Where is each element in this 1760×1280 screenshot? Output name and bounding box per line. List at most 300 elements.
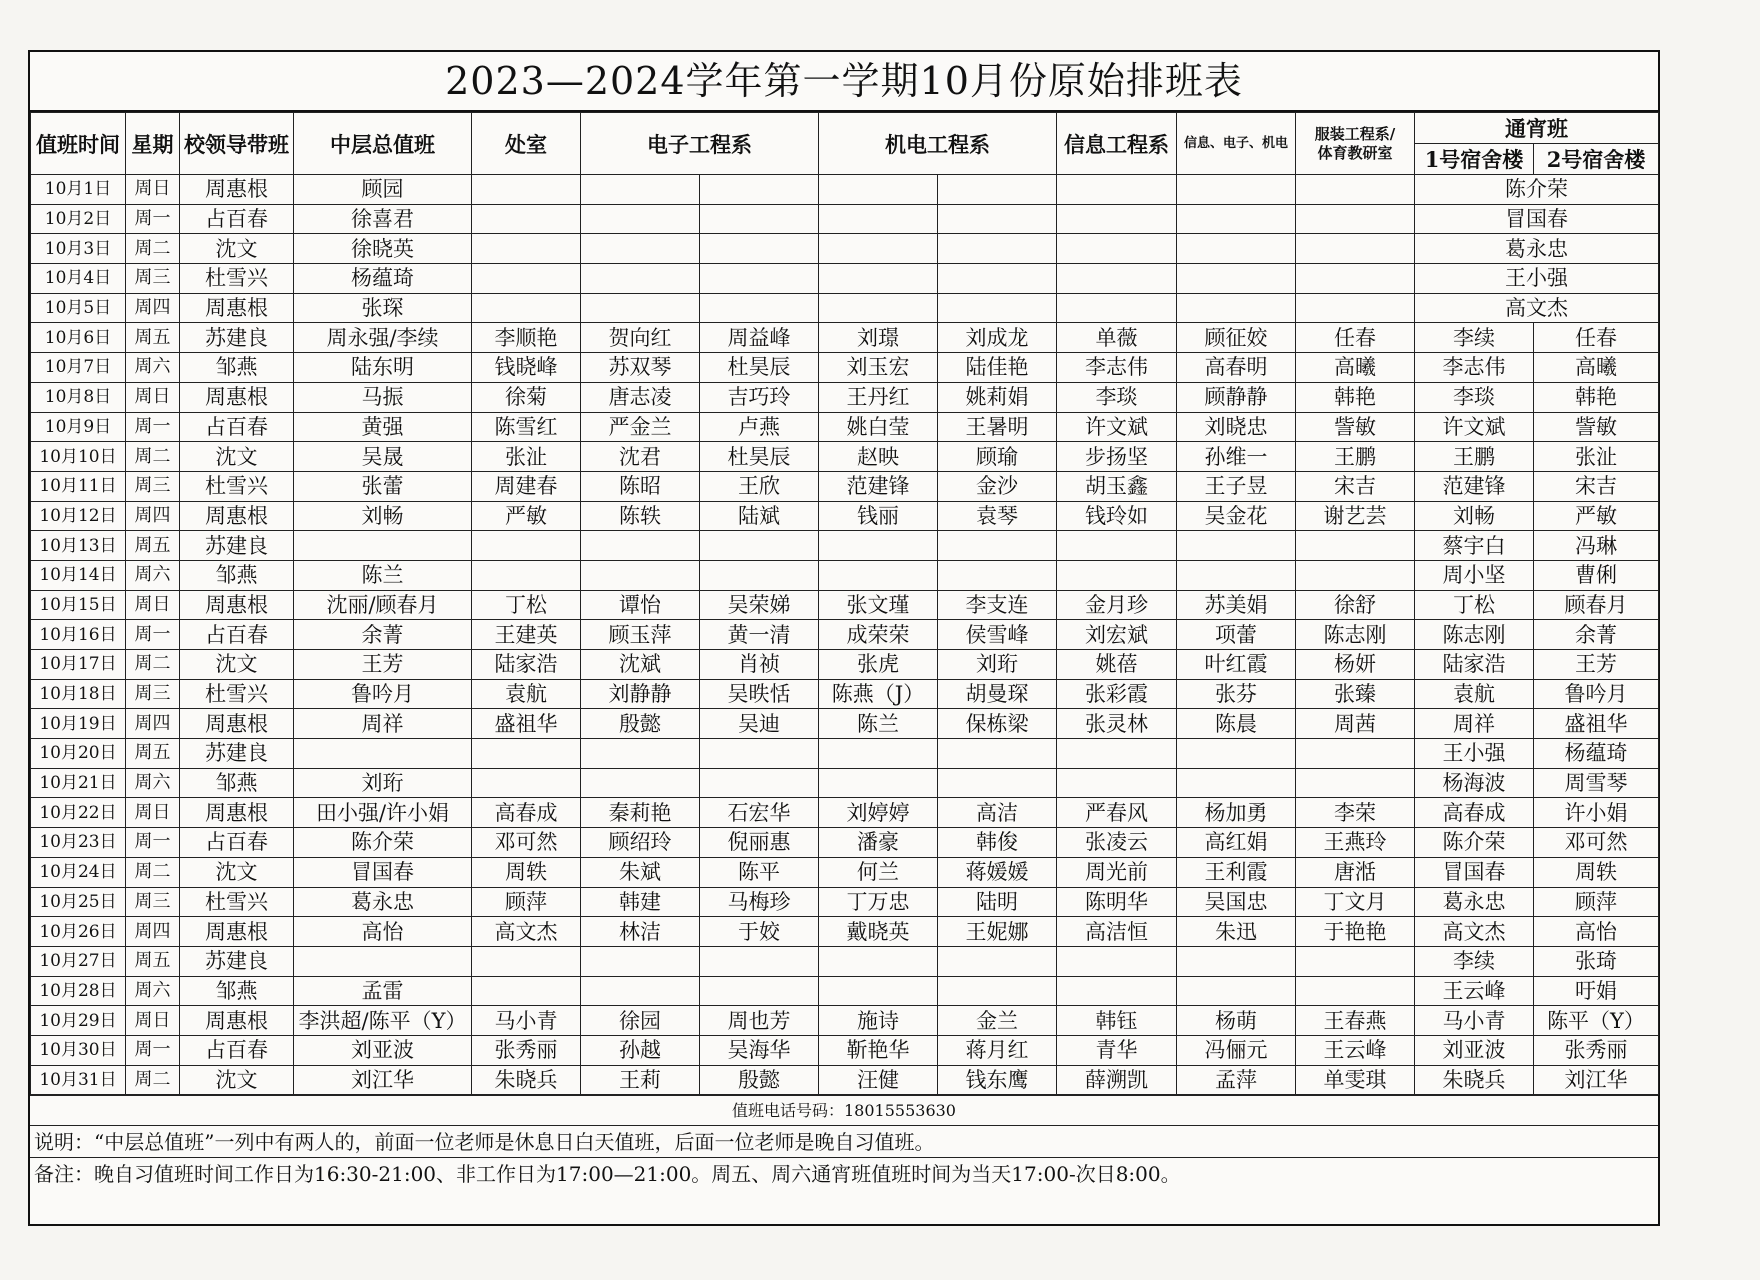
- table-row: [31, 798, 1659, 828]
- elec-cell-1: 韩建: [581, 887, 700, 917]
- mid-duty-cell: 鲁吟月: [294, 679, 472, 709]
- combo-cell: 陈晨: [1177, 709, 1296, 739]
- dorm2-cell: 张琦: [1534, 946, 1659, 976]
- office-cell: 丁松: [472, 590, 581, 620]
- dorm2-cell: 鲁吟月: [1534, 679, 1659, 709]
- weekday-cell: 周六: [126, 353, 180, 383]
- info-cell: 胡玉鑫: [1057, 471, 1177, 501]
- weekday-cell: 周三: [126, 471, 180, 501]
- elec-cell-2: 杜昊辰: [700, 442, 819, 472]
- garment-cell: 李荣: [1296, 798, 1415, 828]
- garment-cell: 王鹏: [1296, 442, 1415, 472]
- leader-cell: 邹燕: [180, 976, 294, 1006]
- elec-cell-2: [700, 293, 819, 323]
- night-shift-cell: 王小强: [1415, 264, 1659, 294]
- garment-cell: 丁文月: [1296, 887, 1415, 917]
- weekday-cell: 周二: [126, 234, 180, 264]
- mech-cell-1: [819, 531, 938, 561]
- office-cell: [472, 175, 581, 205]
- elec-cell-2: [700, 264, 819, 294]
- info-cell: 金月珍: [1057, 590, 1177, 620]
- office-cell: 钱晓峰: [472, 353, 581, 383]
- weekday-cell: 周六: [126, 976, 180, 1006]
- elec-cell-1: 苏双琴: [581, 353, 700, 383]
- header-info: 信息工程系: [1057, 113, 1177, 175]
- table-row: [31, 531, 1659, 561]
- office-cell: 严敏: [472, 501, 581, 531]
- table-row: [31, 1006, 1659, 1036]
- header-mech: 机电工程系: [819, 113, 1057, 175]
- night-shift-cell: 陈介荣: [1415, 175, 1659, 205]
- mech-cell-2: 顾瑜: [938, 442, 1057, 472]
- office-cell: 周建春: [472, 471, 581, 501]
- header-leader: 校领导带班: [180, 113, 294, 175]
- mech-cell-2: 金沙: [938, 471, 1057, 501]
- info-cell: [1057, 531, 1177, 561]
- info-cell: [1057, 293, 1177, 323]
- duty-phone: 值班电话号码：18015553630: [30, 1095, 1658, 1125]
- weekday-cell: 周日: [126, 175, 180, 205]
- mid-duty-cell: 吴晟: [294, 442, 472, 472]
- leader-cell: 邹燕: [180, 353, 294, 383]
- leader-cell: 杜雪兴: [180, 471, 294, 501]
- info-cell: 周光前: [1057, 857, 1177, 887]
- mech-cell-2: 袁琴: [938, 501, 1057, 531]
- garment-cell: [1296, 293, 1415, 323]
- mid-duty-cell: 沈丽/顾春月: [294, 590, 472, 620]
- info-cell: [1057, 175, 1177, 205]
- mech-cell-1: 潘豪: [819, 828, 938, 858]
- mech-cell-1: 戴晓英: [819, 917, 938, 947]
- date-cell: 10月11日: [31, 471, 126, 501]
- info-cell: 步扬坚: [1057, 442, 1177, 472]
- elec-cell-2: 黄一清: [700, 620, 819, 650]
- mid-duty-cell: 徐晓英: [294, 234, 472, 264]
- mid-duty-cell: 孟雷: [294, 976, 472, 1006]
- combo-cell: 吴金花: [1177, 501, 1296, 531]
- office-cell: [472, 768, 581, 798]
- weekday-cell: 周日: [126, 1006, 180, 1036]
- date-cell: 10月4日: [31, 264, 126, 294]
- office-cell: [472, 204, 581, 234]
- dorm2-cell: 高曦: [1534, 353, 1659, 383]
- dorm2-cell: 许小娟: [1534, 798, 1659, 828]
- elec-cell-1: [581, 264, 700, 294]
- info-cell: 许文斌: [1057, 412, 1177, 442]
- table-row: [31, 560, 1659, 590]
- garment-cell: 于艳艳: [1296, 917, 1415, 947]
- night-shift-cell: 冒国春: [1415, 204, 1659, 234]
- dorm1-cell: 丁松: [1415, 590, 1534, 620]
- weekday-cell: 周日: [126, 590, 180, 620]
- mech-cell-2: 王妮娜: [938, 917, 1057, 947]
- mid-duty-cell: 李洪超/陈平（Y）: [294, 1006, 472, 1036]
- combo-cell: [1177, 175, 1296, 205]
- elec-cell-2: 吉巧玲: [700, 382, 819, 412]
- elec-cell-2: 周也芳: [700, 1006, 819, 1036]
- combo-cell: 吴国忠: [1177, 887, 1296, 917]
- elec-cell-2: [700, 976, 819, 1006]
- office-cell: 顾萍: [472, 887, 581, 917]
- header-dorm2: 2号宿舍楼: [1534, 144, 1659, 175]
- mid-duty-cell: 王芳: [294, 650, 472, 680]
- info-cell: [1057, 739, 1177, 769]
- table-row: [31, 442, 1659, 472]
- mid-duty-cell: 杨蕴琦: [294, 264, 472, 294]
- garment-cell: 宋吉: [1296, 471, 1415, 501]
- weekday-cell: 周一: [126, 828, 180, 858]
- mech-cell-1: 陈燕（J）: [819, 679, 938, 709]
- weekday-cell: 周日: [126, 798, 180, 828]
- leader-cell: 杜雪兴: [180, 264, 294, 294]
- table-row: [31, 382, 1659, 412]
- header-combo: 信息、电子、机电: [1177, 113, 1296, 175]
- mid-duty-cell: 黄强: [294, 412, 472, 442]
- dorm1-cell: 蔡宇白: [1415, 531, 1534, 561]
- leader-cell: 沈文: [180, 650, 294, 680]
- elec-cell-1: [581, 293, 700, 323]
- weekday-cell: 周二: [126, 650, 180, 680]
- dorm1-cell: 高文杰: [1415, 917, 1534, 947]
- date-cell: 10月17日: [31, 650, 126, 680]
- mech-cell-2: 高洁: [938, 798, 1057, 828]
- info-cell: [1057, 264, 1177, 294]
- elec-cell-1: 贺向红: [581, 323, 700, 353]
- office-cell: [472, 234, 581, 264]
- dorm2-cell: 周轶: [1534, 857, 1659, 887]
- info-cell: [1057, 204, 1177, 234]
- dorm1-cell: 冒国春: [1415, 857, 1534, 887]
- mech-cell-1: [819, 264, 938, 294]
- date-cell: 10月19日: [31, 709, 126, 739]
- table-row: [31, 857, 1659, 887]
- weekday-cell: 周四: [126, 709, 180, 739]
- dorm1-cell: 许文斌: [1415, 412, 1534, 442]
- combo-cell: [1177, 946, 1296, 976]
- office-cell: 袁航: [472, 679, 581, 709]
- date-cell: 10月20日: [31, 739, 126, 769]
- office-cell: [472, 739, 581, 769]
- garment-cell: 唐湉: [1296, 857, 1415, 887]
- leader-cell: 周惠根: [180, 798, 294, 828]
- garment-cell: 谢艺芸: [1296, 501, 1415, 531]
- table-row: [31, 976, 1659, 1006]
- garment-cell: [1296, 264, 1415, 294]
- mech-cell-2: 蒋月红: [938, 1035, 1057, 1065]
- table-row: [31, 293, 1659, 323]
- date-cell: 10月3日: [31, 234, 126, 264]
- mid-duty-cell: 高怡: [294, 917, 472, 947]
- garment-cell: 王春燕: [1296, 1006, 1415, 1036]
- dorm2-cell: 严敏: [1534, 501, 1659, 531]
- weekday-cell: 周五: [126, 531, 180, 561]
- leader-cell: 占百春: [180, 620, 294, 650]
- mid-duty-cell: 顾园: [294, 175, 472, 205]
- mech-cell-1: [819, 768, 938, 798]
- dorm2-cell: 冯琳: [1534, 531, 1659, 561]
- mech-cell-1: 刘玉宏: [819, 353, 938, 383]
- date-cell: 10月23日: [31, 828, 126, 858]
- table-body: [31, 175, 1659, 1095]
- mid-duty-cell: 陈介荣: [294, 828, 472, 858]
- info-cell: 李志伟: [1057, 353, 1177, 383]
- weekday-cell: 周二: [126, 442, 180, 472]
- header-garment-line1: 服装工程系/: [1314, 124, 1396, 143]
- date-cell: 10月30日: [31, 1035, 126, 1065]
- info-cell: [1057, 560, 1177, 590]
- mech-cell-1: 何兰: [819, 857, 938, 887]
- combo-cell: [1177, 768, 1296, 798]
- garment-cell: 张臻: [1296, 679, 1415, 709]
- dorm2-cell: 任春: [1534, 323, 1659, 353]
- leader-cell: 杜雪兴: [180, 887, 294, 917]
- mech-cell-1: 陈兰: [819, 709, 938, 739]
- mech-cell-2: [938, 531, 1057, 561]
- combo-cell: [1177, 234, 1296, 264]
- mech-cell-1: 范建锋: [819, 471, 938, 501]
- garment-cell: 王燕玲: [1296, 828, 1415, 858]
- table-row: [31, 323, 1659, 353]
- office-cell: 王建英: [472, 620, 581, 650]
- roster-sheet: [28, 50, 1660, 1226]
- garment-cell: 王云峰: [1296, 1035, 1415, 1065]
- mech-cell-2: [938, 175, 1057, 205]
- dorm1-cell: 刘亚波: [1415, 1035, 1534, 1065]
- date-cell: 10月5日: [31, 293, 126, 323]
- mech-cell-2: 刘成龙: [938, 323, 1057, 353]
- mid-duty-cell: 徐喜君: [294, 204, 472, 234]
- elec-cell-1: 朱斌: [581, 857, 700, 887]
- leader-cell: 占百春: [180, 1035, 294, 1065]
- dorm1-cell: 王小强: [1415, 739, 1534, 769]
- elec-cell-2: 卢燕: [700, 412, 819, 442]
- garment-cell: 韩艳: [1296, 382, 1415, 412]
- garment-cell: [1296, 739, 1415, 769]
- combo-cell: 高红娟: [1177, 828, 1296, 858]
- mid-duty-cell: 刘畅: [294, 501, 472, 531]
- elec-cell-1: 陈昭: [581, 471, 700, 501]
- elec-cell-2: 陆斌: [700, 501, 819, 531]
- weekday-cell: 周四: [126, 293, 180, 323]
- mech-cell-1: [819, 204, 938, 234]
- date-cell: 10月14日: [31, 560, 126, 590]
- mech-cell-1: 赵映: [819, 442, 938, 472]
- table-row: [31, 1065, 1659, 1095]
- date-cell: 10月21日: [31, 768, 126, 798]
- elec-cell-1: 严金兰: [581, 412, 700, 442]
- mech-cell-1: [819, 293, 938, 323]
- elec-cell-1: [581, 768, 700, 798]
- mech-cell-1: 丁万忠: [819, 887, 938, 917]
- leader-cell: 苏建良: [180, 531, 294, 561]
- elec-cell-1: [581, 175, 700, 205]
- date-cell: 10月1日: [31, 175, 126, 205]
- weekday-cell: 周日: [126, 382, 180, 412]
- combo-cell: 刘晓忠: [1177, 412, 1296, 442]
- dorm2-cell: 吁娟: [1534, 976, 1659, 1006]
- mech-cell-2: [938, 293, 1057, 323]
- combo-cell: 顾静静: [1177, 382, 1296, 412]
- dorm1-cell: 刘畅: [1415, 501, 1534, 531]
- header-garment: [1296, 113, 1415, 175]
- info-cell: 钱玲如: [1057, 501, 1177, 531]
- dorm2-cell: 高怡: [1534, 917, 1659, 947]
- table-row: [31, 204, 1659, 234]
- leader-cell: 周惠根: [180, 382, 294, 412]
- garment-cell: [1296, 175, 1415, 205]
- note-remarks: 备注：晚自习值班时间工作日为16:30-21:00、非工作日为17:00—21:00。周五、周六通宵班值班时间为当天17:00-次日8:00。: [30, 1157, 1658, 1189]
- dorm1-cell: 王鹏: [1415, 442, 1534, 472]
- dorm1-cell: 李志伟: [1415, 353, 1534, 383]
- combo-cell: [1177, 976, 1296, 1006]
- office-cell: 张沚: [472, 442, 581, 472]
- dorm2-cell: 宋吉: [1534, 471, 1659, 501]
- mech-cell-2: 侯雪峰: [938, 620, 1057, 650]
- elec-cell-2: [700, 946, 819, 976]
- dorm1-cell: 周小坚: [1415, 560, 1534, 590]
- combo-cell: 张芬: [1177, 679, 1296, 709]
- office-cell: 高春成: [472, 798, 581, 828]
- leader-cell: 苏建良: [180, 739, 294, 769]
- date-cell: 10月25日: [31, 887, 126, 917]
- combo-cell: 顾征姣: [1177, 323, 1296, 353]
- combo-cell: 孟萍: [1177, 1065, 1296, 1095]
- mech-cell-1: [819, 560, 938, 590]
- mech-cell-2: 钱东鹰: [938, 1065, 1057, 1095]
- weekday-cell: 周三: [126, 264, 180, 294]
- info-cell: [1057, 946, 1177, 976]
- table-row: [31, 828, 1659, 858]
- date-cell: 10月28日: [31, 976, 126, 1006]
- table-row: [31, 679, 1659, 709]
- elec-cell-1: 沈斌: [581, 650, 700, 680]
- mid-duty-cell: [294, 531, 472, 561]
- dorm2-cell: 周雪琴: [1534, 768, 1659, 798]
- leader-cell: 周惠根: [180, 175, 294, 205]
- date-cell: 10月8日: [31, 382, 126, 412]
- dorm1-cell: 王云峰: [1415, 976, 1534, 1006]
- info-cell: 韩钰: [1057, 1006, 1177, 1036]
- elec-cell-2: 于姣: [700, 917, 819, 947]
- mech-cell-2: [938, 946, 1057, 976]
- elec-cell-1: 唐志凌: [581, 382, 700, 412]
- dorm1-cell: 陈志刚: [1415, 620, 1534, 650]
- header-office: 处室: [472, 113, 581, 175]
- mech-cell-1: 姚白莹: [819, 412, 938, 442]
- elec-cell-1: [581, 204, 700, 234]
- mech-cell-2: 金兰: [938, 1006, 1057, 1036]
- garment-cell: 陈志刚: [1296, 620, 1415, 650]
- mech-cell-2: 蒋媛媛: [938, 857, 1057, 887]
- elec-cell-2: 吴海华: [700, 1035, 819, 1065]
- elec-cell-2: 殷懿: [700, 1065, 819, 1095]
- combo-cell: 王利霞: [1177, 857, 1296, 887]
- garment-cell: 周茜: [1296, 709, 1415, 739]
- office-cell: 张秀丽: [472, 1035, 581, 1065]
- date-cell: 10月6日: [31, 323, 126, 353]
- elec-cell-1: [581, 560, 700, 590]
- dorm2-cell: 顾春月: [1534, 590, 1659, 620]
- table-row: [31, 650, 1659, 680]
- date-cell: 10月26日: [31, 917, 126, 947]
- leader-cell: 占百春: [180, 412, 294, 442]
- leader-cell: 周惠根: [180, 293, 294, 323]
- mech-cell-2: [938, 234, 1057, 264]
- mech-cell-2: 陆明: [938, 887, 1057, 917]
- leader-cell: 苏建良: [180, 323, 294, 353]
- weekday-cell: 周五: [126, 739, 180, 769]
- mid-duty-cell: 张蕾: [294, 471, 472, 501]
- office-cell: [472, 531, 581, 561]
- elec-cell-1: [581, 739, 700, 769]
- elec-cell-1: 徐园: [581, 1006, 700, 1036]
- elec-cell-2: 王欣: [700, 471, 819, 501]
- weekday-cell: 周五: [126, 323, 180, 353]
- garment-cell: 徐舒: [1296, 590, 1415, 620]
- mech-cell-1: [819, 976, 938, 1006]
- weekday-cell: 周一: [126, 412, 180, 442]
- elec-cell-2: 石宏华: [700, 798, 819, 828]
- mech-cell-1: 靳艳华: [819, 1035, 938, 1065]
- date-cell: 10月18日: [31, 679, 126, 709]
- office-cell: 陈雪红: [472, 412, 581, 442]
- night-shift-cell: 高文杰: [1415, 293, 1659, 323]
- table-row: [31, 620, 1659, 650]
- office-cell: [472, 264, 581, 294]
- info-cell: [1057, 976, 1177, 1006]
- combo-cell: 冯俪元: [1177, 1035, 1296, 1065]
- dorm1-cell: 陈介荣: [1415, 828, 1534, 858]
- dorm1-cell: 李续: [1415, 323, 1534, 353]
- office-cell: [472, 293, 581, 323]
- header-night: 通宵班: [1415, 113, 1659, 144]
- mech-cell-2: [938, 976, 1057, 1006]
- table-row: [31, 709, 1659, 739]
- mech-cell-2: 陆佳艳: [938, 353, 1057, 383]
- mech-cell-2: 保栋梁: [938, 709, 1057, 739]
- table-row: [31, 739, 1659, 769]
- dorm1-cell: 袁航: [1415, 679, 1534, 709]
- elec-cell-2: [700, 768, 819, 798]
- date-cell: 10月2日: [31, 204, 126, 234]
- dorm2-cell: 邓可然: [1534, 828, 1659, 858]
- mid-duty-cell: 葛永忠: [294, 887, 472, 917]
- leader-cell: 沈文: [180, 1065, 294, 1095]
- office-cell: 徐菊: [472, 382, 581, 412]
- table-header: [31, 113, 1659, 175]
- leader-cell: 邹燕: [180, 768, 294, 798]
- garment-cell: [1296, 204, 1415, 234]
- weekday-cell: 周三: [126, 887, 180, 917]
- elec-cell-1: 沈君: [581, 442, 700, 472]
- mid-duty-cell: 周永强/李续: [294, 323, 472, 353]
- weekday-cell: 周二: [126, 857, 180, 887]
- office-cell: [472, 946, 581, 976]
- elec-cell-2: [700, 739, 819, 769]
- office-cell: 高文杰: [472, 917, 581, 947]
- elec-cell-2: 吴迪: [700, 709, 819, 739]
- table-row: [31, 590, 1659, 620]
- mech-cell-1: 汪健: [819, 1065, 938, 1095]
- table-row: [31, 887, 1659, 917]
- leader-cell: 杜雪兴: [180, 679, 294, 709]
- dorm2-cell: 曹俐: [1534, 560, 1659, 590]
- table-row: [31, 471, 1659, 501]
- mech-cell-1: 王丹红: [819, 382, 938, 412]
- combo-cell: [1177, 264, 1296, 294]
- mech-cell-1: 张文瑾: [819, 590, 938, 620]
- dorm2-cell: 訾敏: [1534, 412, 1659, 442]
